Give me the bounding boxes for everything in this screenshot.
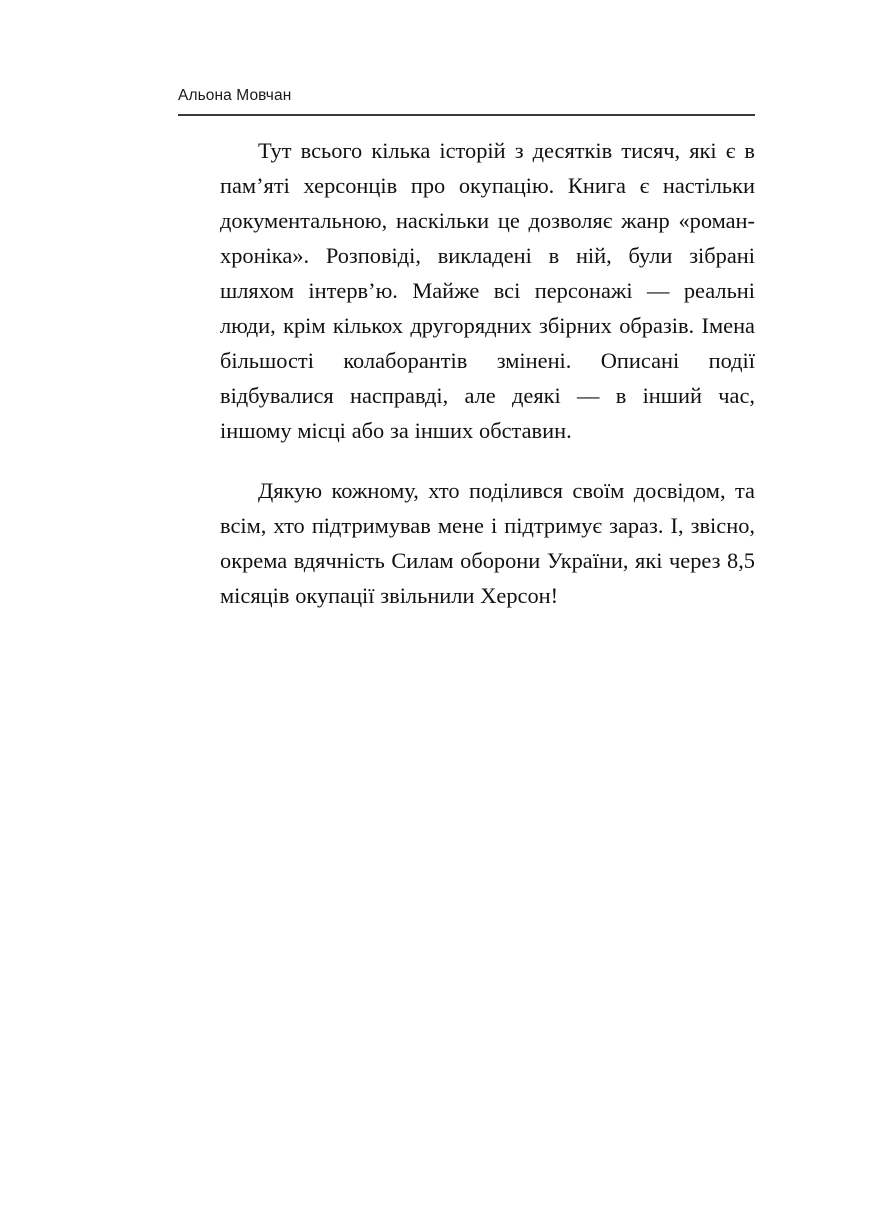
body-text-block [220,133,755,613]
header-divider-rule [178,114,755,116]
body-paragraph: Дякую кожному, хто поділився своїм досвідом, та всім, хто підтримував мене і підтримує зараз. І, звісно, окрема вдячність Силам оборони України, які через 8,5 місяців окупації звільнили Херсон! [220,478,755,608]
running-header-author: Альона Мовчан [178,87,292,104]
body-paragraph: Тут всього кілька історій з десятків тисяч, які є в пам’яті херсонців про окупацію. Книга є настільки документальною, наскільки це дозволяє жанр «роман-хроніка». Розповіді, викладені в ній, були зібрані шляхом інтерв’ю. Майже всі персонажі — реальні люди, крім кількох другорядних збірних образів. Імена більшості колаборантів змінені. Описані події відбувалися насправді, але деякі — в інший час, іншому місці або за інших обставин. [220,138,755,443]
running-header [178,86,755,116]
